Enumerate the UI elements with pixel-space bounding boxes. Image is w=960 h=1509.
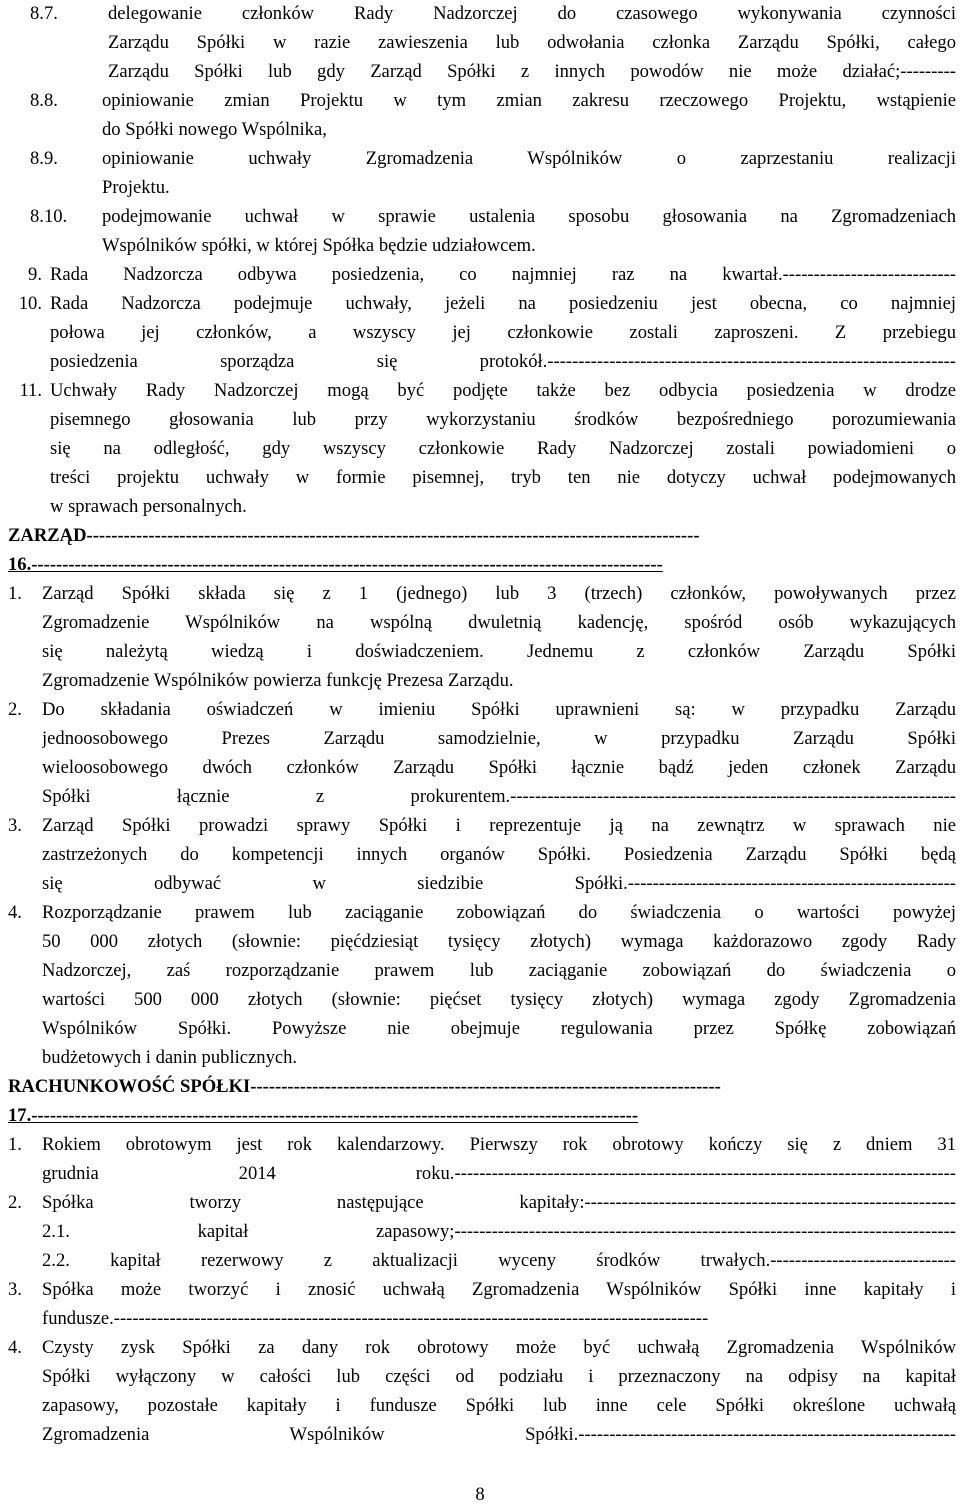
list-item-r4 [8, 1333, 956, 1449]
item-number: 8.8. [30, 90, 58, 111]
item-number: 10. [18, 293, 42, 314]
list-item-s11 [8, 376, 956, 521]
text-line: Spółki wyłączony w całości lub części od podziału i przeznaczony na odpisy na kapitał [42, 1366, 956, 1387]
section-heading-rachunkowosc: RACHUNKOWOŚĆ SPÓŁKI---------------------------------------------------------------------------- [8, 1076, 721, 1097]
text-line: Projektu. [102, 177, 170, 198]
text-line: Rozporządzanie prawem lub zaciąganie zobowiązań do świadczenia o wartości powyżej [42, 902, 956, 923]
item-number: 3. [8, 815, 22, 836]
text-line: Rada Nadzorcza odbywa posiedzenia, co najmniej raz na kwartał.---------------------------- [50, 264, 956, 285]
section-heading-zarzad: ZARZĄD--------------------------------------------------------------------------------------------------- [8, 525, 700, 546]
text-line: delegowanie członków Rady Nadzorczej do czasowego wykonywania czynności [108, 3, 956, 24]
text-line: Zgromadzenia Wspólników Spółki.------------------------------------------------------------- [42, 1424, 956, 1445]
list-item-s8_10 [8, 202, 956, 260]
text-line: Zgromadzenie Wspólników na wspólną dwuletnią kadencję, spośród osób wykazujących [42, 612, 956, 633]
list-item-s8_8 [8, 86, 956, 144]
list-item-r2 [8, 1188, 956, 1275]
text-line: wartości 500 000 złotych (słownie: pięćset tysięcy złotych) wymaga zgody Zgromadzenia [42, 989, 956, 1010]
text-line: się na odległość, gdy wszyscy członkowie Rady Nadzorczej zostali powiadomieni o [50, 438, 956, 459]
document-page [8, 0, 956, 1449]
item-number: 1. [8, 583, 22, 604]
text-line: w sprawach personalnych. [50, 496, 247, 517]
list-item-r3 [8, 1275, 956, 1333]
text-line: Zarządu Spółki lub gdy Zarząd Spółki z innych powodów nie może działać;--------- [108, 61, 956, 82]
item-number: 2. [8, 699, 22, 720]
list-item-z4 [8, 898, 956, 1072]
text-line: posiedzenia sporządza się protokół.------------------------------------------------------------------ [50, 351, 956, 372]
text-line: Wspólników spółki, w której Spółka będzie udziałowcem. [102, 235, 536, 256]
text-line: Czysty zysk Spółki za dany rok obrotowy może być uchwałą Zgromadzenia Wspólników [42, 1337, 956, 1358]
text-line: grudnia 2014 roku.--------------------------------------------------------------------------------- [42, 1163, 956, 1184]
text-line: 50 000 złotych (słownie: pięćdziesiąt tysięcy złotych) wymaga każdorazowo zgody Rady [42, 931, 956, 952]
text-line: jednoosobowego Prezes Zarządu samodzielnie, w przypadku Zarządu Spółki [42, 728, 956, 749]
paragraph-16-heading: 16.------------------------------------------------------------------------------------------------------ [8, 554, 663, 575]
paragraph-17-heading: 17.-------------------------------------------------------------------------------------------------- [8, 1105, 639, 1126]
text-line: Zarządu Spółki w razie zawieszenia lub odwołania członka Zarządu Spółki, całego [108, 32, 956, 53]
list-item-r1 [8, 1130, 956, 1188]
text-line: fundusze.------------------------------------------------------------------------------------------------ [42, 1308, 709, 1329]
item-number: 8.9. [30, 148, 58, 169]
list-item-s9 [8, 260, 956, 289]
text-line: pisemnego głosowania lub przy wykorzystaniu środków bezpośredniego porozumiewania [50, 409, 956, 430]
text-line: do Spółki nowego Wspólnika, [102, 119, 327, 140]
list-item-z1 [8, 579, 956, 695]
page-number: 8 [475, 1484, 485, 1505]
text-line: treści projektu uchwały w formie pisemnej, tryb ten nie dotyczy uchwał podejmowanych [50, 467, 956, 488]
list-item-s8_7 [8, 0, 956, 86]
text-line: zapasowy, pozostałe kapitały i fundusze Spółki lub inne cele Spółki określone uchwałą [42, 1395, 956, 1416]
text-line: Zgromadzenie Wspólników powierza funkcję Prezesa Zarządu. [42, 670, 514, 691]
item-number: 4. [8, 1337, 22, 1358]
text-line: opiniowanie zmian Projektu w tym zmian zakresu rzeczowego Projektu, wstąpienie [102, 90, 956, 111]
text-line: Zarząd Spółki składa się z 1 (jednego) lub 3 (trzech) członków, powoływanych przez [42, 583, 956, 604]
item-number: 1. [8, 1134, 22, 1155]
text-line: zastrzeżonych do kompetencji innych organów Spółki. Posiedzenia Zarządu Spółki będą [42, 844, 956, 865]
text-line: Spółka może tworzyć i znosić uchwałą Zgromadzenia Wspólników Spółki inne kapitały i [42, 1279, 956, 1300]
text-line: Rokiem obrotowym jest rok kalendarzowy. Pierwszy rok obrotowy kończy się z dniem 31 [42, 1134, 956, 1155]
text-line: 2.2. kapitał rezerwowy z aktualizacji wyceny środków trwałych.------------------------------ [42, 1250, 956, 1271]
text-line: Spółki łącznie z prokurentem.------------------------------------------------------------------------ [42, 786, 956, 807]
text-line: 2.1. kapitał zapasowy;--------------------------------------------------------------------------------- [42, 1221, 956, 1242]
text-line: budżetowych i danin publicznych. [42, 1047, 298, 1068]
text-line: Wspólników Spółki. Powyższe nie obejmuje regulowania przez Spółkę zobowiązań [42, 1018, 956, 1039]
item-number: 2. [8, 1192, 22, 1213]
list-item-z3 [8, 811, 956, 898]
text-line: Do składania oświadczeń w imieniu Spółki uprawnieni są: w przypadku Zarządu [42, 699, 956, 720]
list-item-s8_9 [8, 144, 956, 202]
text-line: połowa jej członków, a wszyscy jej członkowie zostali zaproszeni. Z przebiegu [50, 322, 956, 343]
text-line: podejmowanie uchwał w sprawie ustalenia sposobu głosowania na Zgromadzeniach [102, 206, 956, 227]
item-number: 8.10. [30, 206, 68, 227]
item-number: 8.7. [30, 3, 58, 24]
text-line: się odbywać w siedzibie Spółki.----------------------------------------------------- [42, 873, 956, 894]
item-number: 9. [28, 264, 42, 285]
item-number: 3. [8, 1279, 22, 1300]
text-line: Nadzorczej, zaś rozporządzanie prawem lub zaciąganie zobowiązań do świadczenia o [42, 960, 956, 981]
item-number: 11. [19, 380, 42, 401]
text-line: Spółka tworzy następujące kapitały:------------------------------------------------------------ [42, 1192, 956, 1213]
text-line: Uchwały Rady Nadzorczej mogą być podjęte także bez odbycia posiedzenia w drodze [50, 380, 956, 401]
text-line: Zarząd Spółki prowadzi sprawy Spółki i reprezentuje ją na zewnątrz w sprawach nie [42, 815, 956, 836]
item-number: 4. [8, 902, 22, 923]
list-item-s10 [8, 289, 956, 376]
text-line: opiniowanie uchwały Zgromadzenia Wspólników o zaprzestaniu realizacji [102, 148, 956, 169]
list-item-z2 [8, 695, 956, 811]
text-line: Rada Nadzorcza podejmuje uchwały, jeżeli na posiedzeniu jest obecna, co najmniej [50, 293, 956, 314]
text-line: wieloosobowego dwóch członków Zarządu Spółki łącznie bądź jeden członek Zarządu [42, 757, 956, 778]
text-line: się należytą wiedzą i doświadczeniem. Jednemu z członków Zarządu Spółki [42, 641, 956, 662]
